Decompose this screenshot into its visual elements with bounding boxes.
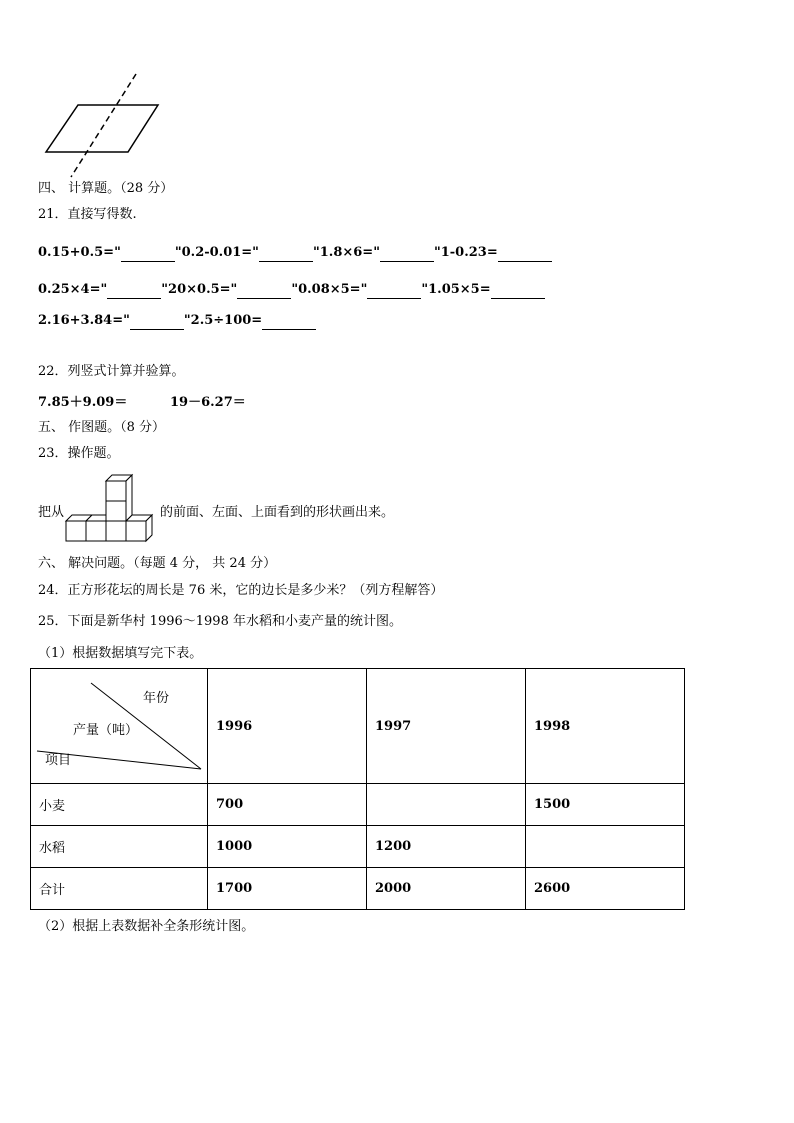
header-label-item: 项目 <box>45 753 72 768</box>
production-table <box>30 668 685 910</box>
q25-sub2: （2）根据上表数据补全条形统计图。 <box>38 919 255 934</box>
q22-stem: 22．列竖式计算并验算。 <box>38 364 185 379</box>
year-header-1996: 1996 <box>208 669 367 784</box>
q24-stem: 24．正方形花坛的周长是 76 米，它的边长是多少米？（列方程解答） <box>38 583 444 598</box>
q23-stem: 23．操作题。 <box>38 446 120 461</box>
year-header-1997: 1997 <box>367 669 526 784</box>
cell-wheat-1997[interactable] <box>367 784 526 826</box>
dashed-symmetry-line <box>71 74 136 177</box>
cube-stack-figure <box>64 472 160 546</box>
cell-rice-1997: 1200 <box>367 826 526 868</box>
answer-blank[interactable] <box>262 315 316 330</box>
q21-row2: 0.25×4=" "20×0.5=" "0.08×5=" "1.05×5= <box>38 281 545 299</box>
header-label-output: 产量（吨） <box>73 723 139 738</box>
q23-text-after: 的前面、左面、上面看到的形状画出来。 <box>160 505 395 520</box>
row-label-total: 合计 <box>31 868 208 910</box>
q25-stem: 25．下面是新华村 1996～1998 年水稻和小麦产量的统计图。 <box>38 614 402 629</box>
cell-wheat-1996: 700 <box>208 784 367 826</box>
cell-total-1998: 2600 <box>526 868 685 910</box>
answer-blank[interactable] <box>121 247 175 262</box>
section5-title: 五、 作图题。（8 分） <box>38 420 166 435</box>
answer-blank[interactable] <box>259 247 313 262</box>
answer-blank[interactable] <box>380 247 434 262</box>
answer-blank[interactable] <box>237 284 291 299</box>
cell-total-1997: 2000 <box>367 868 526 910</box>
answer-blank[interactable] <box>498 247 552 262</box>
section4-title: 四、 计算题。（28 分） <box>38 181 174 196</box>
table-header-row <box>31 669 685 784</box>
header-label-year: 年份 <box>143 691 170 706</box>
q22-expr-2: 19－6.27＝ <box>170 395 246 410</box>
q22-expr-1: 7.85＋9.09＝ <box>38 395 128 410</box>
answer-blank[interactable] <box>367 284 421 299</box>
q21-row3: 2.16+3.84=" "2.5÷100= <box>38 312 316 330</box>
table-row <box>31 784 685 826</box>
answer-blank[interactable] <box>491 284 545 299</box>
cell-total-1996: 1700 <box>208 868 367 910</box>
answer-blank[interactable] <box>130 315 184 330</box>
q21-row1: 0.15+0.5=" "0.2-0.01=" "1.8×6=" "1-0.23= <box>38 244 552 262</box>
row-label-rice: 水稻 <box>31 826 208 868</box>
section6-title: 六、 解决问题。（每题 4 分， 共 24 分） <box>38 556 277 571</box>
q23-text-before: 把从 <box>38 505 65 520</box>
table-diagonal-header <box>31 669 208 784</box>
q21-stem: 21．直接写得数. <box>38 207 137 222</box>
cell-wheat-1998: 1500 <box>526 784 685 826</box>
cell-rice-1996: 1000 <box>208 826 367 868</box>
table-row <box>31 826 685 868</box>
table-row <box>31 868 685 910</box>
answer-blank[interactable] <box>107 284 161 299</box>
year-header-1998: 1998 <box>526 669 685 784</box>
row-label-wheat: 小麦 <box>31 784 208 826</box>
q25-sub1: （1）根据数据填写完下表。 <box>38 646 203 661</box>
cell-rice-1998[interactable] <box>526 826 685 868</box>
parallelogram-figure <box>38 72 168 182</box>
